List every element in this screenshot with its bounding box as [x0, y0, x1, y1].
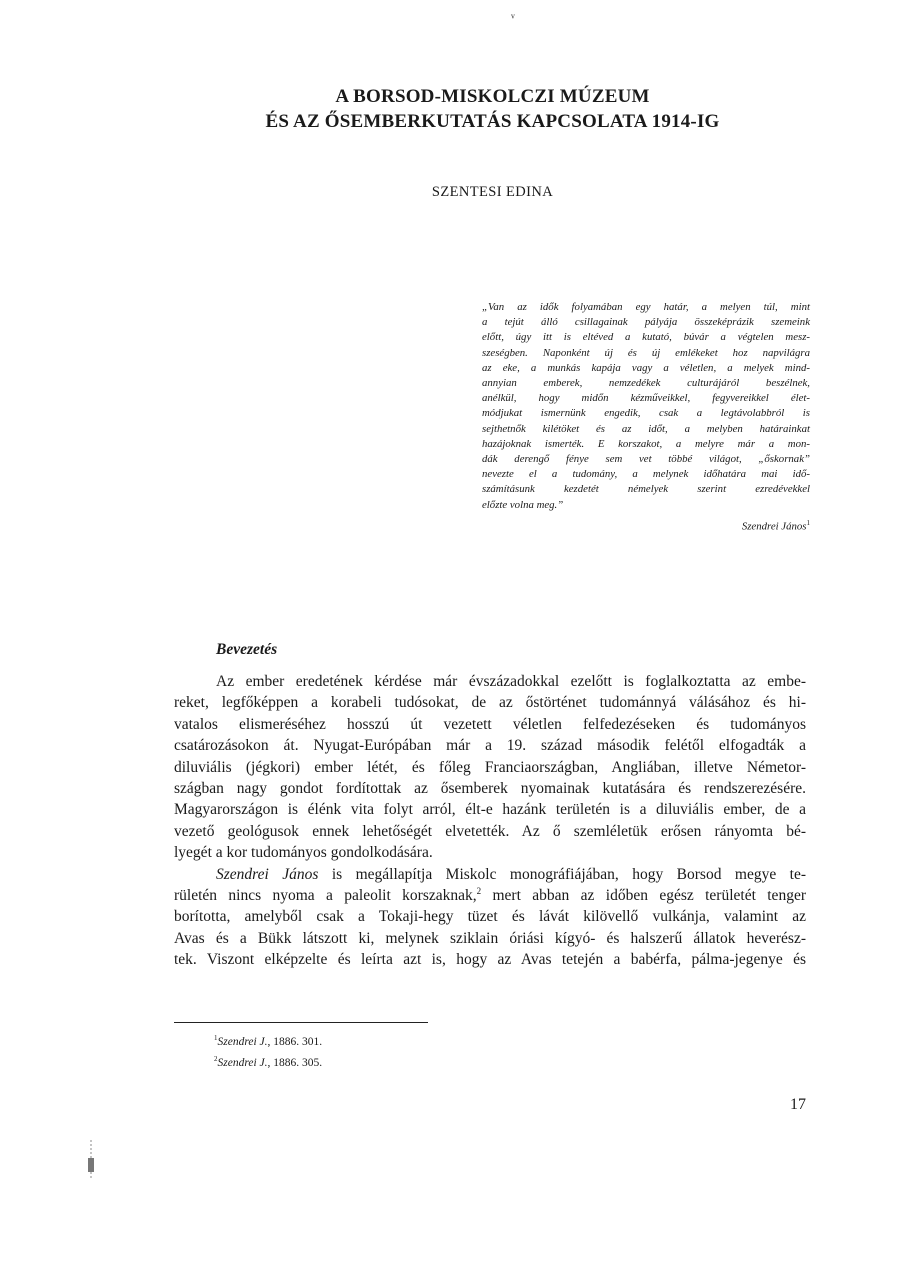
page-corner-mark: ᵛ — [511, 10, 515, 25]
footnote-ref: 2 — [476, 885, 482, 896]
page-number: 17 — [790, 1096, 806, 1113]
epigraph-line: a tejút álló csillagainak pályája összeképrázik szemeink — [482, 316, 810, 329]
section-heading: Bevezetés — [216, 641, 278, 658]
title-line-1: A BORSOD-MISKOLCZI MÚZEUM — [335, 86, 650, 107]
body-line: reket, legfőképpen a korabeli tudósokat, de az őstörténet tudománnyá válásához és hi- — [174, 694, 806, 712]
body-line: diluviális (jégkori) ember létét, és főleg Franciaországban, Angliában, illetve Németor- — [174, 758, 806, 776]
paragraph-2 — [174, 864, 806, 971]
epigraph-line: előzte volna meg.” — [482, 498, 564, 511]
epigraph-line: nevezte el a tudomány, a melynek időhatára mai idő- — [482, 468, 810, 481]
body-line: Avas és a Bükk látszott ki, melynek sziklain óriási kígyó- és halszerű állatok heverész- — [174, 929, 806, 947]
epigraph-line: sejthetnők kilétöket és az időt, a melyben határainkat — [482, 422, 810, 435]
epigraph-line: anélkül, hogy midőn kézműveikkel, fegyvereikkel élet- — [482, 392, 810, 405]
epigraph — [482, 300, 810, 535]
body-line: Az ember eredetének kérdése már évszázadokkal ezelőtt is foglalkoztatta az embe- — [216, 673, 806, 690]
epigraph-line: módjukat ismernünk engedik, csak a legtávolabbról is — [482, 407, 810, 420]
margin-stamp-icon — [86, 1140, 96, 1180]
body-line: Magyarországon is élénk vita folyt arról, élt-e hazánk területén is a diluviális ember, de a — [174, 801, 806, 819]
epigraph-line: előtt, úgy itt is eltéved a kutató, búvár a végtelen mesz- — [482, 331, 810, 344]
epigraph-line: „Van az idők folyamában egy határ, a melyen túl, mint — [482, 301, 810, 313]
epigraph-line: számításunk kezdetét némelyek szerint ezredévekkel — [482, 483, 810, 496]
body-line: vatalos elismeréséhez hosszú út vezetett véletlen felfedezéseken és tudományos — [174, 715, 806, 733]
footnotes — [214, 1030, 322, 1072]
author-name: SZENTESI EDINA — [431, 184, 554, 200]
article-title — [0, 84, 909, 134]
paragraph-1 — [174, 671, 806, 864]
body-line: borította, amelyből csak a Tokaji-hegy tüzet és lávát kilövellő vulkánja, valamint az — [174, 908, 806, 926]
body-line: szágban nagy gondot fordítottak az ősemberek nyomainak kutatására és rendszerezésére. — [174, 780, 806, 798]
attribution-name: Szendrei János — [741, 520, 807, 533]
footnote-2: $^2$Szendrei J., 1886. 305. — [214, 1054, 323, 1069]
title-line-2: ÉS AZ ŐSEMBERKUTATÁS KAPCSOLATA 1914-IG — [265, 111, 720, 132]
body-line: csatározásokon át. Nyugat-Európában már a 19. század második felétől elfogadták a — [174, 737, 806, 755]
body-line: lyegét a kor tudományos gondolkodására. — [174, 844, 433, 862]
attribution-footnote-mark: 1 — [806, 518, 810, 527]
cited-name: Szendrei János — [216, 865, 319, 883]
body-line: vezető geológusok ennek lehetőségét elvetették. Az ő szemléletük erősen rányomta bé- — [174, 822, 806, 840]
epigraph-text — [482, 300, 810, 513]
body-text — [174, 671, 806, 971]
footnote-1: $^1$Szendrei J., 1886. 301. — [214, 1034, 323, 1048]
body-line: Szendrei János is megállapítja Miskolc monográfiájában, hogy Borsod megye te- — [216, 865, 806, 883]
body-line: tek. Viszont elképzelte és leírta azt is, hogy az Avas tetején a babérfa, pálma-jegenye és — [174, 951, 806, 969]
epigraph-line: dák derengő fénye sem vet többé világot, „őskornak” — [482, 453, 810, 466]
epigraph-line: hazájoknak ismerték. E korszakot, a melyre már a mon- — [482, 437, 810, 450]
epigraph-line: az eke, a munkás kapája vagy a véletlen, a melyek mind- — [482, 361, 810, 374]
epigraph-line: szeségben. Naponként új és új emlékeket hoz napvilágra — [482, 346, 810, 359]
footnote-divider — [174, 1022, 428, 1023]
author-line — [0, 184, 909, 201]
epigraph-line: annyian emberek, nemzedékek culturájáról beszélnek, — [482, 377, 810, 390]
body-line: rületén nincs nyoma a paleolit korszaknak,$^2$ mert abban az időben egész területét tenger — [174, 885, 806, 905]
epigraph-attribution — [482, 516, 810, 535]
